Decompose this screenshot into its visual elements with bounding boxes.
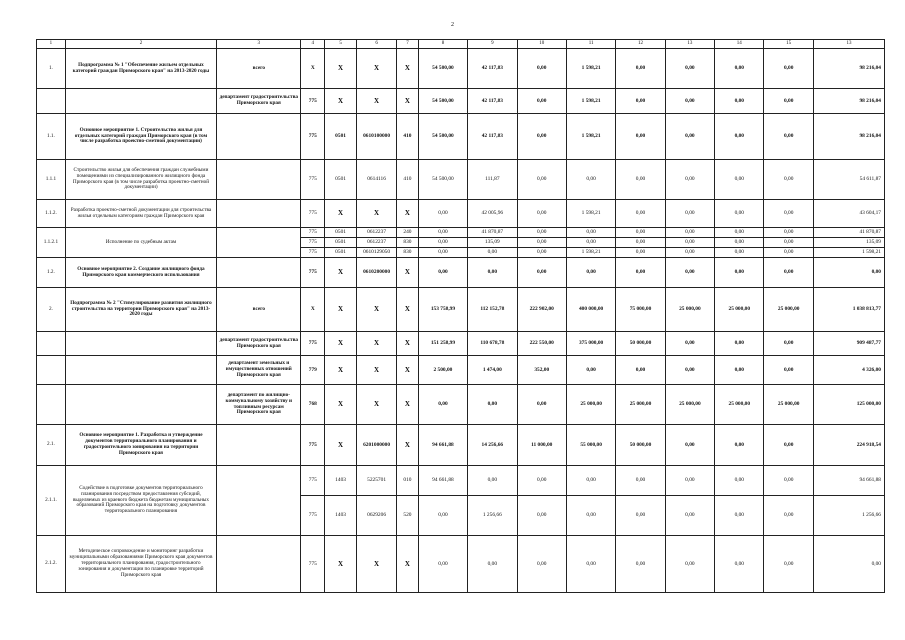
row-r13-sub — [37, 466, 885, 496]
value-cell: 0,00 — [418, 248, 467, 258]
value-cell: 55 000,00 — [566, 425, 615, 466]
row-r12 — [37, 425, 885, 466]
row-executor: департамент градостроительства Приморского края — [217, 89, 301, 114]
value-cell: 54 500,00 — [418, 114, 467, 160]
value-cell: 0,00 — [616, 356, 665, 385]
value-cell: 1 598,21 — [566, 114, 615, 160]
value-cell: 1 256,66 — [813, 496, 884, 536]
row-number: 1.1.1 — [37, 160, 66, 200]
col-vr: 010 — [397, 466, 419, 496]
col-csr: Х — [357, 385, 397, 425]
row-r6-sub — [37, 228, 885, 238]
row-r14 — [37, 536, 885, 593]
value-cell: 98 216,04 — [813, 114, 884, 160]
value-cell: 1 598,21 — [566, 89, 615, 114]
col-vr: 830 — [397, 248, 419, 258]
header-cell: 12 — [616, 40, 665, 49]
value-cell: 0,00 — [517, 496, 566, 536]
value-cell: 0,00 — [764, 536, 813, 593]
col-rzpr: 0501 — [325, 248, 357, 258]
value-cell: 98 216,04 — [813, 49, 884, 89]
value-cell: 0,00 — [517, 248, 566, 258]
col-rzpr: Х — [325, 49, 357, 89]
col-ved: 775 — [301, 160, 325, 200]
row-description: Подпрограмма № 2 "Стимулирование развития жилищного строительства на территории Приморского края" на 2013-2020 годы — [65, 288, 216, 332]
header-cell: 13 — [665, 40, 714, 49]
value-cell: 0,00 — [764, 258, 813, 288]
value-cell: 0,00 — [616, 114, 665, 160]
value-cell: 25 000,00 — [715, 288, 764, 332]
value-cell: 0,00 — [616, 248, 665, 258]
value-cell: 0,00 — [517, 536, 566, 593]
col-rzpr: 1403 — [325, 496, 357, 536]
value-cell: 98 216,04 — [813, 89, 884, 114]
value-cell: 1 598,21 — [566, 200, 615, 228]
value-cell: 0,00 — [616, 536, 665, 593]
row-executor: департамент по жилищно-коммунальному хозяйству и топливным ресурсам Приморского края — [217, 385, 301, 425]
col-ved: 779 — [301, 356, 325, 385]
col-csr: Х — [357, 200, 397, 228]
value-cell: 0,00 — [665, 238, 714, 248]
value-cell: 0,00 — [517, 385, 566, 425]
value-cell: 0,00 — [665, 228, 714, 238]
value-cell: 94 661,88 — [418, 466, 467, 496]
value-cell: 0,00 — [764, 425, 813, 466]
value-cell: 0,00 — [616, 200, 665, 228]
row-executor — [217, 536, 301, 593]
value-cell: 25 000,00 — [665, 385, 714, 425]
row-executor — [217, 228, 301, 258]
row-description — [65, 385, 216, 425]
col-vr: Х — [397, 258, 419, 288]
value-cell: 25 000,00 — [616, 385, 665, 425]
row-number: 2. — [37, 288, 66, 332]
header-cell: 3 — [217, 40, 301, 49]
value-cell: 0,00 — [665, 89, 714, 114]
value-cell: 94 661,88 — [418, 425, 467, 466]
value-cell: 0,00 — [418, 385, 467, 425]
col-csr: Х — [357, 89, 397, 114]
value-cell: 0,00 — [616, 238, 665, 248]
value-cell: 0,00 — [715, 238, 764, 248]
value-cell: 0,00 — [813, 258, 884, 288]
value-cell: 0,00 — [468, 248, 517, 258]
value-cell: 0,00 — [517, 200, 566, 228]
value-cell: 0,00 — [616, 228, 665, 238]
value-cell: 0,00 — [566, 496, 615, 536]
row-number: 1.1.2.1 — [37, 228, 66, 258]
value-cell: 0,00 — [665, 49, 714, 89]
col-ved: 775 — [301, 248, 325, 258]
row-description: Исполнение по судебным актам — [65, 228, 216, 258]
col-ved: 775 — [301, 496, 325, 536]
value-cell: 375 000,00 — [566, 332, 615, 356]
row-executor — [217, 160, 301, 200]
value-cell: 42 117,83 — [468, 114, 517, 160]
value-cell: 0,00 — [616, 160, 665, 200]
col-vr: 410 — [397, 160, 419, 200]
col-ved: 775 — [301, 114, 325, 160]
value-cell: 0,00 — [764, 49, 813, 89]
value-cell: 0,00 — [566, 466, 615, 496]
value-cell: 1 598,21 — [566, 248, 615, 258]
value-cell: 0,00 — [715, 425, 764, 466]
col-rzpr: 0501 — [325, 114, 357, 160]
col-csr: Х — [357, 49, 397, 89]
value-cell: 25 000,00 — [665, 288, 714, 332]
value-cell: 0,00 — [715, 496, 764, 536]
col-vr: 520 — [397, 496, 419, 536]
value-cell: 0,00 — [517, 160, 566, 200]
col-csr: Х — [357, 288, 397, 332]
row-executor: всего — [217, 288, 301, 332]
value-cell: 222 550,00 — [517, 332, 566, 356]
col-csr: Х — [357, 536, 397, 593]
value-cell: 0,00 — [418, 238, 467, 248]
value-cell: 0,00 — [715, 114, 764, 160]
value-cell: 0,00 — [715, 160, 764, 200]
row-executor — [217, 258, 301, 288]
col-ved: Х — [301, 288, 325, 332]
value-cell: 0,00 — [665, 425, 714, 466]
col-ved: 775 — [301, 228, 325, 238]
col-ved: 775 — [301, 238, 325, 248]
value-cell: 25 000,00 — [566, 385, 615, 425]
value-cell: 352,00 — [517, 356, 566, 385]
value-cell: 153 758,99 — [418, 288, 467, 332]
col-ved: 775 — [301, 200, 325, 228]
col-rzpr: 0501 — [325, 228, 357, 238]
row-description — [65, 89, 216, 114]
row-r5 — [37, 200, 885, 228]
value-cell: 135,09 — [468, 238, 517, 248]
value-cell: 0,00 — [566, 238, 615, 248]
value-cell: 112 152,78 — [468, 288, 517, 332]
header-cell: 10 — [517, 40, 566, 49]
row-r11 — [37, 385, 885, 425]
value-cell: 0,00 — [764, 228, 813, 238]
value-cell: 0,00 — [813, 536, 884, 593]
row-number — [37, 356, 66, 385]
value-cell: 0,00 — [517, 466, 566, 496]
value-cell: 42 117,83 — [468, 49, 517, 89]
value-cell: 135,09 — [813, 238, 884, 248]
value-cell: 42 005,96 — [468, 200, 517, 228]
value-cell: 25 000,00 — [715, 385, 764, 425]
value-cell: 151 258,99 — [418, 332, 467, 356]
row-number: 1.1.2. — [37, 200, 66, 228]
row-description: Строительство жилья для обеспечения граждан служебными помещениями из специализированного жилищного фонда Приморского края (в том числе разработка проектно-сметной документации) — [65, 160, 216, 200]
row-description: Основное мероприятие 1. Разработка и утверждение документов территориального планирования и градостроительного зонирования на территории Приморского края — [65, 425, 216, 466]
value-cell: 54 500,00 — [418, 89, 467, 114]
value-cell: 41 870,87 — [468, 228, 517, 238]
value-cell: 0,00 — [715, 228, 764, 238]
value-cell: 0,00 — [517, 114, 566, 160]
col-csr: Х — [357, 356, 397, 385]
value-cell: 0,00 — [715, 89, 764, 114]
value-cell: 0,00 — [764, 238, 813, 248]
value-cell: 0,00 — [715, 248, 764, 258]
value-cell: 75 000,00 — [616, 288, 665, 332]
value-cell: 0,00 — [715, 536, 764, 593]
col-vr: 830 — [397, 238, 419, 248]
value-cell: 0,00 — [517, 258, 566, 288]
value-cell: 41 870,87 — [813, 228, 884, 238]
col-vr: Х — [397, 385, 419, 425]
col-vr: Х — [397, 89, 419, 114]
row-r3 — [37, 114, 885, 160]
col-vr: 240 — [397, 228, 419, 238]
row-number: 1. — [37, 49, 66, 89]
col-vr: Х — [397, 200, 419, 228]
value-cell: 0,00 — [764, 356, 813, 385]
col-ved: 775 — [301, 466, 325, 496]
col-csr: 0629206 — [357, 496, 397, 536]
header-cell: 13 — [813, 40, 884, 49]
header-cell: 5 — [325, 40, 357, 49]
value-cell: 1 598,21 — [566, 49, 615, 89]
value-cell: 2 500,00 — [418, 356, 467, 385]
col-vr: Х — [397, 356, 419, 385]
row-description: Основное мероприятие 2. Создание жилищного фонда Приморского края коммерческого использования — [65, 258, 216, 288]
value-cell: 0,00 — [517, 49, 566, 89]
header-cell: 8 — [418, 40, 467, 49]
col-rzpr: Х — [325, 356, 357, 385]
col-csr: 6201000000 — [357, 425, 397, 466]
col-rzpr: Х — [325, 258, 357, 288]
budget-table — [36, 39, 885, 593]
col-ved: Х — [301, 49, 325, 89]
value-cell: 0,00 — [715, 258, 764, 288]
col-vr: Х — [397, 49, 419, 89]
col-ved: 768 — [301, 385, 325, 425]
value-cell: 0,00 — [616, 89, 665, 114]
col-csr: 5225701 — [357, 466, 397, 496]
col-rzpr: Х — [325, 89, 357, 114]
value-cell: 25 000,00 — [764, 385, 813, 425]
row-executor: департамент градостроительства Приморского края — [217, 332, 301, 356]
col-vr: Х — [397, 332, 419, 356]
value-cell: 0,00 — [764, 248, 813, 258]
value-cell: 0,00 — [616, 466, 665, 496]
row-executor: всего — [217, 49, 301, 89]
row-number — [37, 89, 66, 114]
col-csr: 0614116 — [357, 160, 397, 200]
row-executor — [217, 466, 301, 536]
row-r8 — [37, 288, 885, 332]
row-executor — [217, 425, 301, 466]
row-r10 — [37, 356, 885, 385]
value-cell: 50 000,00 — [616, 425, 665, 466]
col-csr: Х — [357, 332, 397, 356]
row-number — [37, 332, 66, 356]
col-rzpr: Х — [325, 536, 357, 593]
value-cell: 54 500,00 — [418, 160, 467, 200]
value-cell: 0,00 — [665, 356, 714, 385]
value-cell: 0,00 — [665, 496, 714, 536]
value-cell: 0,00 — [616, 49, 665, 89]
header-cell: 4 — [301, 40, 325, 49]
value-cell: 0,00 — [764, 332, 813, 356]
page-number: 2 — [451, 22, 454, 28]
header-cell: 2 — [65, 40, 216, 49]
row-r4 — [37, 160, 885, 200]
value-cell: 125 000,00 — [813, 385, 884, 425]
value-cell: 0,00 — [468, 466, 517, 496]
row-description: Методическое сопровождение и мониторинг разработки муниципальными образованиями Приморского края документов территориального планирования, градостроительного зонирования и документации по планировке территорий Приморского края — [65, 536, 216, 593]
col-rzpr: 0501 — [325, 160, 357, 200]
header-cell: 9 — [468, 40, 517, 49]
col-rzpr: 1403 — [325, 466, 357, 496]
value-cell: 0,00 — [715, 49, 764, 89]
value-cell: 0,00 — [468, 258, 517, 288]
value-cell: 0,00 — [566, 258, 615, 288]
col-ved: 775 — [301, 258, 325, 288]
row-description: Подпрограмма № 1 "Обеспечение жильем отдельных категорий граждан Приморского края" на 2013-2020 годы — [65, 49, 216, 89]
value-cell: 11 000,00 — [517, 425, 566, 466]
row-number: 2.1.2. — [37, 536, 66, 593]
value-cell: 0,00 — [418, 228, 467, 238]
value-cell: 0,00 — [665, 114, 714, 160]
col-vr: Х — [397, 425, 419, 466]
col-csr: 0610200000 — [357, 258, 397, 288]
header-cell: 14 — [715, 40, 764, 49]
row-description: Разработка проектно-сметной документации для строительства жилья отдельным категориям граждан Приморского края — [65, 200, 216, 228]
value-cell: 0,00 — [764, 496, 813, 536]
row-description — [65, 356, 216, 385]
col-csr: 0610100000 — [357, 114, 397, 160]
value-cell: 0,00 — [616, 258, 665, 288]
value-cell: 0,00 — [715, 332, 764, 356]
col-csr: 0612237 — [357, 228, 397, 238]
value-cell: 0,00 — [566, 160, 615, 200]
value-cell: 4 326,00 — [813, 356, 884, 385]
col-ved: 775 — [301, 332, 325, 356]
row-number: 1.2. — [37, 258, 66, 288]
header-cell: 11 — [566, 40, 615, 49]
value-cell: 50 000,00 — [616, 332, 665, 356]
value-cell: 14 256,66 — [468, 425, 517, 466]
col-rzpr: 0501 — [325, 238, 357, 248]
value-cell: 25 000,00 — [764, 288, 813, 332]
header-cell: 1 — [37, 40, 66, 49]
value-cell: 0,00 — [418, 200, 467, 228]
value-cell: 0,00 — [418, 496, 467, 536]
value-cell: 0,00 — [418, 536, 467, 593]
col-ved: 775 — [301, 536, 325, 593]
row-executor: департамент земельных и имущественных отношений Приморского края — [217, 356, 301, 385]
col-csr: 0612237 — [357, 238, 397, 248]
row-description: Основное мероприятие 1. Строительство жилья для отдельных категорий граждан Приморского края (в том числе разработка проектно-сметной документации) — [65, 114, 216, 160]
header-cell: 7 — [397, 40, 419, 49]
value-cell: 0,00 — [566, 228, 615, 238]
header-cell: 6 — [357, 40, 397, 49]
value-cell: 54 500,00 — [418, 49, 467, 89]
col-rzpr: Х — [325, 200, 357, 228]
value-cell: 0,00 — [665, 258, 714, 288]
value-cell: 0,00 — [468, 536, 517, 593]
col-vr: Х — [397, 288, 419, 332]
row-number: 1.1. — [37, 114, 66, 160]
value-cell: 224 918,54 — [813, 425, 884, 466]
value-cell: 0,00 — [665, 248, 714, 258]
value-cell: 1 598,21 — [813, 248, 884, 258]
row-r9 — [37, 332, 885, 356]
value-cell: 0,00 — [665, 536, 714, 593]
col-csr: 0610129050 — [357, 248, 397, 258]
value-cell: 0,00 — [665, 160, 714, 200]
row-number: 2.1.1. — [37, 466, 66, 536]
value-cell: 94 661,88 — [813, 466, 884, 496]
value-cell: 222 902,00 — [517, 288, 566, 332]
col-ved: 775 — [301, 89, 325, 114]
col-vr: Х — [397, 536, 419, 593]
value-cell: 0,00 — [764, 466, 813, 496]
row-description — [65, 332, 216, 356]
value-cell: 42 117,83 — [468, 89, 517, 114]
value-cell: 1 256,66 — [468, 496, 517, 536]
value-cell: 0,00 — [468, 385, 517, 425]
col-rzpr: Х — [325, 288, 357, 332]
row-executor — [217, 200, 301, 228]
value-cell: 54 611,87 — [813, 160, 884, 200]
value-cell: 0,00 — [764, 200, 813, 228]
value-cell: 909 487,77 — [813, 332, 884, 356]
col-ved: 775 — [301, 425, 325, 466]
col-rzpr: Х — [325, 385, 357, 425]
value-cell: 0,00 — [517, 89, 566, 114]
row-description: Содействие в подготовке документов территориального планирования посредством предоставления субсидий, выделяемых из краевого бюджета бюджетам муниципальных образований Приморского края на подготовку документов территориального планирования — [65, 466, 216, 536]
value-cell: 0,00 — [665, 466, 714, 496]
value-cell: 1 038 813,77 — [813, 288, 884, 332]
value-cell: 0,00 — [566, 536, 615, 593]
value-cell: 0,00 — [616, 496, 665, 536]
value-cell: 0,00 — [517, 228, 566, 238]
value-cell: 0,00 — [764, 89, 813, 114]
col-vr: 410 — [397, 114, 419, 160]
value-cell: 110 678,78 — [468, 332, 517, 356]
value-cell: 0,00 — [715, 466, 764, 496]
row-r1 — [37, 49, 885, 89]
value-cell: 0,00 — [665, 200, 714, 228]
value-cell: 0,00 — [715, 200, 764, 228]
value-cell: 0,00 — [665, 332, 714, 356]
row-r2 — [37, 89, 885, 114]
col-rzpr: Х — [325, 332, 357, 356]
value-cell: 111,87 — [468, 160, 517, 200]
value-cell: 0,00 — [764, 114, 813, 160]
row-number: 2.1. — [37, 425, 66, 466]
value-cell: 0,00 — [418, 258, 467, 288]
value-cell: 0,00 — [715, 356, 764, 385]
value-cell: 0,00 — [764, 160, 813, 200]
value-cell: 0,00 — [517, 238, 566, 248]
value-cell: 1 474,00 — [468, 356, 517, 385]
row-r7 — [37, 258, 885, 288]
col-rzpr: Х — [325, 425, 357, 466]
value-cell: 0,00 — [566, 356, 615, 385]
value-cell: 400 000,00 — [566, 288, 615, 332]
value-cell: 43 604,17 — [813, 200, 884, 228]
row-number — [37, 385, 66, 425]
header-row — [37, 40, 885, 49]
header-cell: 15 — [764, 40, 813, 49]
row-executor — [217, 114, 301, 160]
